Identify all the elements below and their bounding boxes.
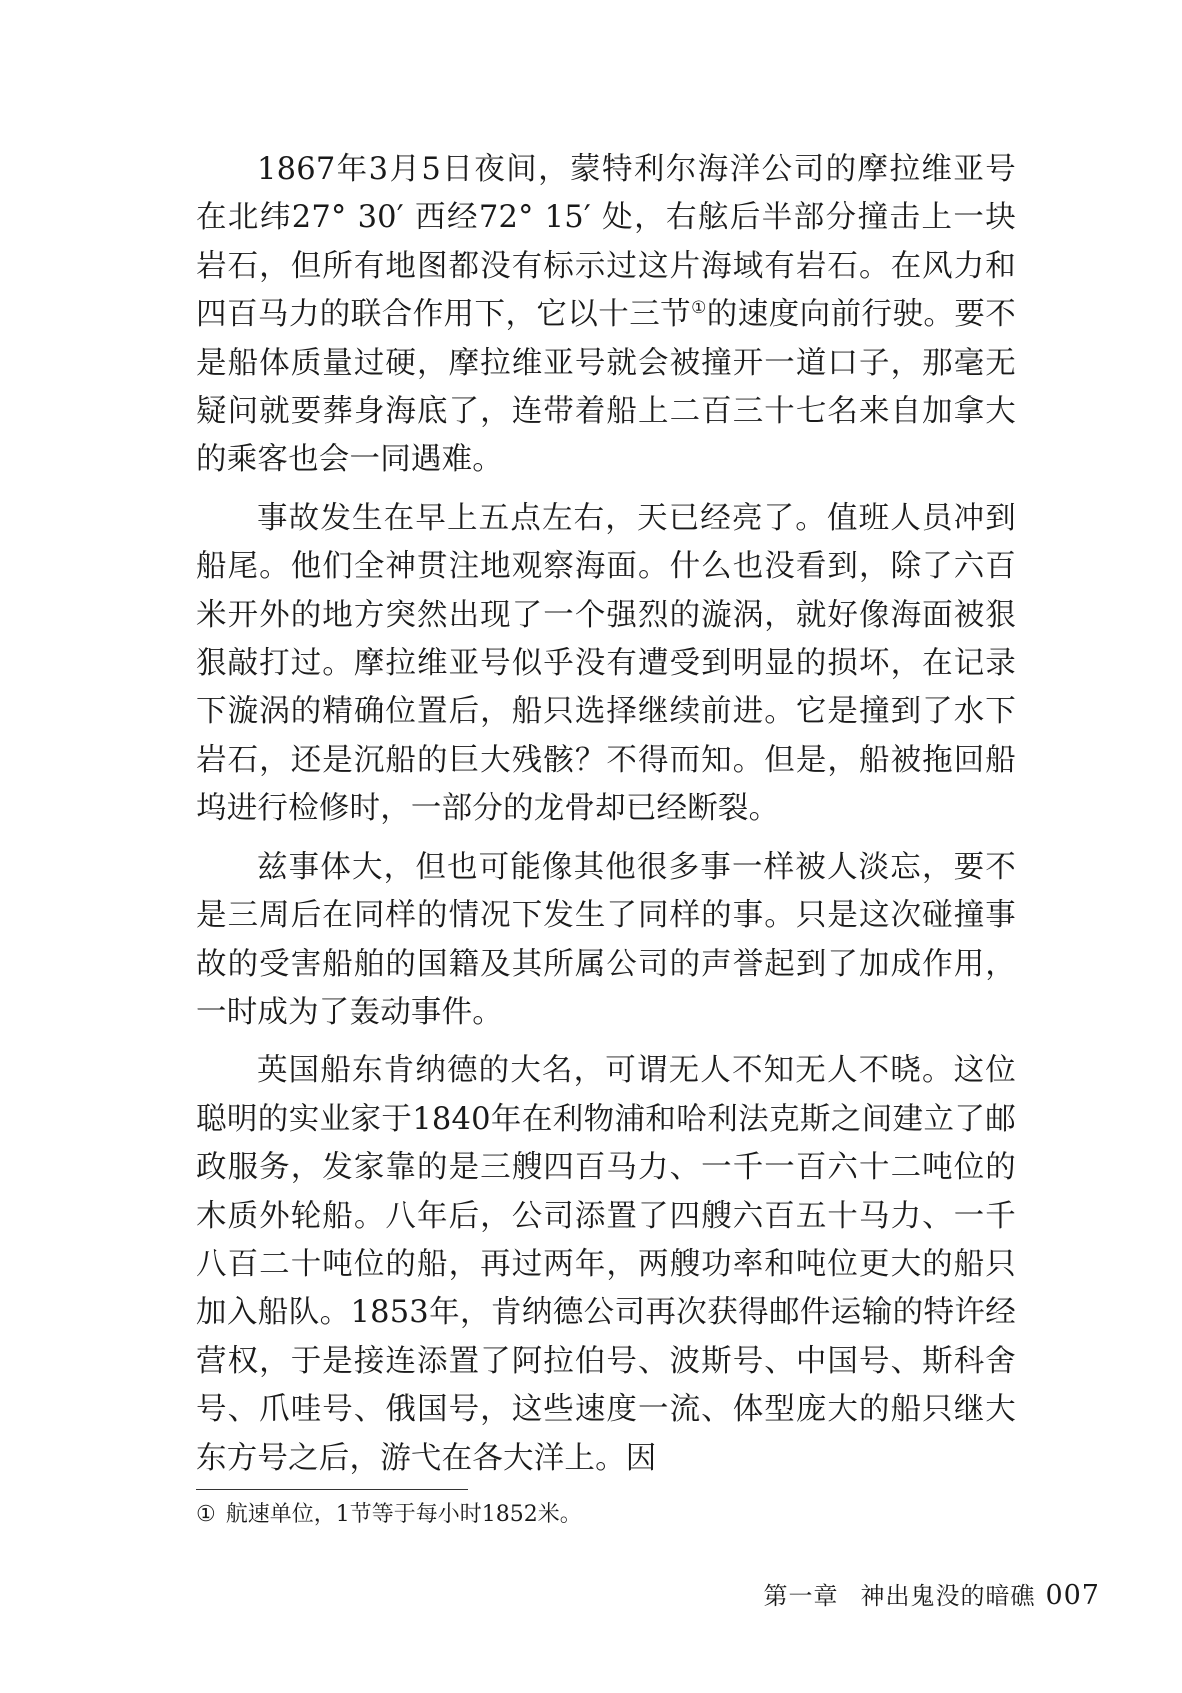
running-footer — [700, 1580, 1100, 1612]
paragraph-4: 英国船东肯纳德的大名，可谓无人不知无人不晓。这位聪明的实业家于1840年在利物浦和哈利法克斯之间建立了邮政服务，发家靠的是三艘四百马力、一千一百六十二吨位的木质外轮船。八年后，公司添置了四艘六百五十马力、一千八百二十吨位的船，再过两年，两艘功率和吨位更大的船只加入船队。1853年，肯纳德公司再次获得邮件运输的特许经营权，于是接连添置了阿拉伯号、波斯号、中国号、斯科舍号、爪哇号、俄国号，这些速度一流、体型庞大的船只继大东方号之后，游弋在各大洋上。因 — [196, 1053, 1016, 1476]
paragraph-1-after-note: 的速度向前行驶。要不是船体质量过硬，摩拉维亚号就会被撞开一道口子，那毫无疑问就要葬身海底了，连带着船上二百三十七名来自加拿大的乘客也会一同遇难。 — [196, 297, 1016, 478]
footnote-divider — [196, 1489, 468, 1490]
page-number: 007 — [1045, 1580, 1100, 1611]
paragraph-1-before-note: 1867年3月5日夜间，蒙特利尔海洋公司的摩拉维亚号在北纬27° 30′ 西经72° 15′ 处，右舷后半部分撞击上一块岩石，但所有地图都没有标示过这片海域有岩石。在风力和四百马力的联合作用下，它以十三节 — [196, 152, 1016, 333]
footnote — [196, 1500, 582, 1530]
footnote-reference-mark: ① — [691, 298, 707, 319]
paragraph-2: 事故发生在早上五点左右，天已经亮了。值班人员冲到船尾。他们全神贯注地观察海面。什么也没看到，除了六百米开外的地方突然出现了一个强烈的漩涡，就好像海面被狠狠敲打过。摩拉维亚号似乎没有遭受到明显的损坏，在记录下漩涡的精确位置后，船只选择继续前进。它是撞到了水下岩石，还是沉船的巨大残骸？不得而知。但是，船被拖回船坞进行检修时，一部分的龙骨却已经断裂。 — [196, 500, 1016, 827]
footnote-text: 航速单位，1节等于每小时1852米。 — [225, 1502, 582, 1527]
paragraph-3: 兹事体大，但也可能像其他很多事一样被人淡忘，要不是三周后在同样的情况下发生了同样的事。只是这次碰撞事故的受害船舶的国籍及其所属公司的声誉起到了加成作用，一时成为了轰动事件。 — [196, 849, 1016, 1030]
paragraph-1 — [196, 146, 1016, 485]
footnote-number: ① — [196, 1502, 216, 1527]
chapter-label: 第一章 — [763, 1582, 839, 1610]
chapter-title: 神出鬼没的暗礁 — [860, 1582, 1036, 1610]
main-text — [196, 146, 1016, 1493]
